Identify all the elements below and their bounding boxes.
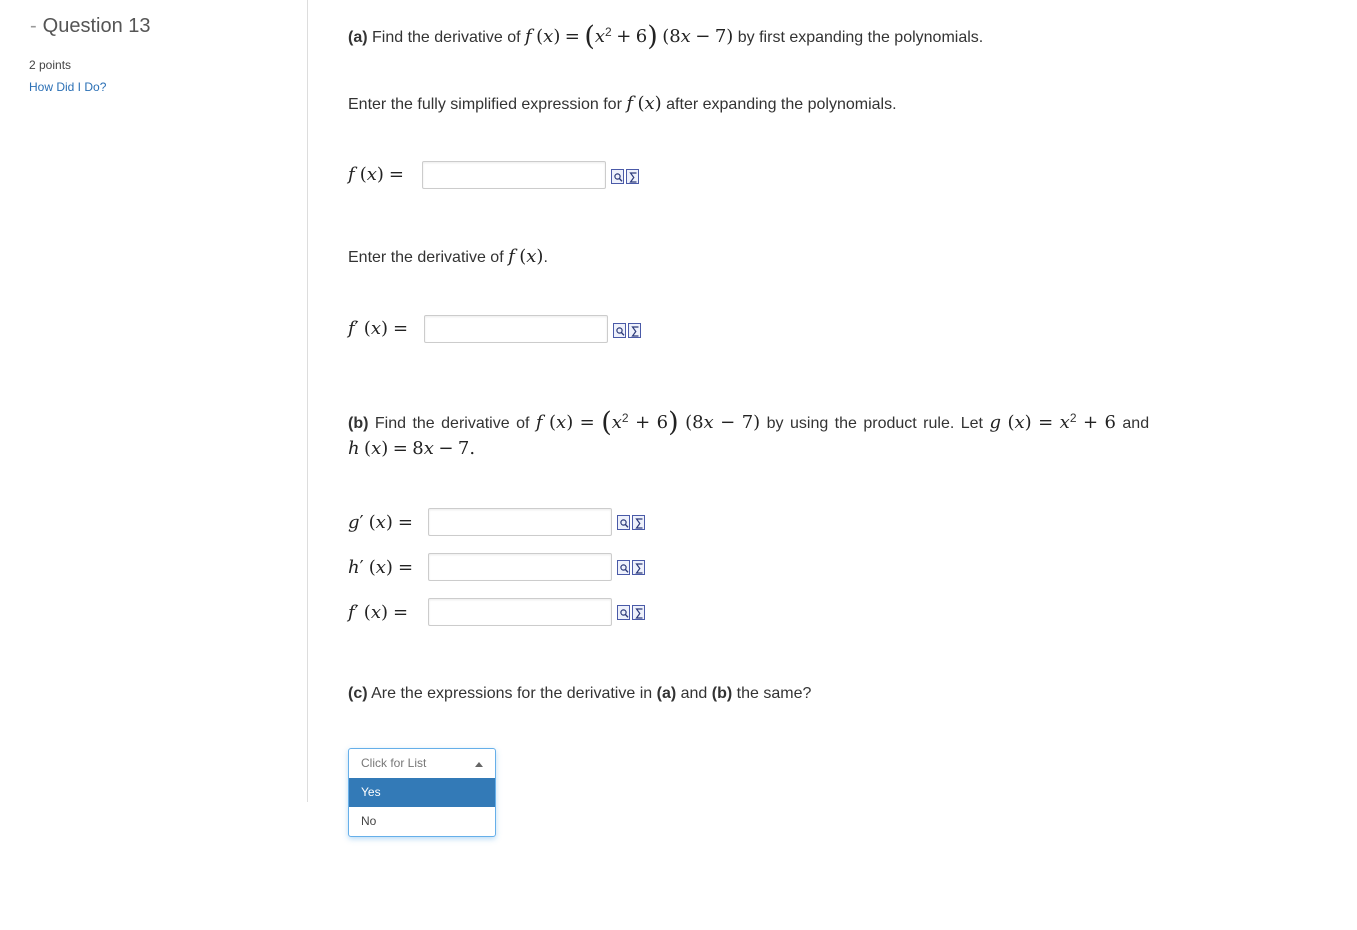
part-b-label: (b): [348, 415, 369, 432]
how-did-i-do-link[interactable]: How Did I Do?: [29, 80, 107, 94]
part-c-prompt: (c) Are the expressions for the derivative in (a) and (b) the same?: [348, 685, 812, 702]
equation-editor-icon[interactable]: [632, 560, 645, 575]
equation-editor-icon[interactable]: [628, 323, 641, 338]
equation-editor-icon[interactable]: [632, 605, 645, 620]
part-a-prompt: (a) Find the derivative of f $(x) = (x^2 + 6) (8x - 7)$ by first expanding the polynomials.: [348, 21, 984, 52]
preview-icon[interactable]: [613, 323, 626, 338]
gpx-label: g′ (x) =: [348, 512, 413, 533]
gpx-input[interactable]: [428, 508, 612, 536]
collapse-icon[interactable]: -: [30, 15, 37, 37]
fpx-b-tools: [617, 605, 645, 620]
part-c-label: (c): [348, 685, 368, 702]
preview-icon[interactable]: [617, 560, 630, 575]
equation-editor-icon[interactable]: [626, 169, 639, 184]
preview-icon[interactable]: [611, 169, 624, 184]
enter-derivative-prompt: Enter the derivative of f (x).: [348, 246, 548, 267]
fx-label: f (x) =: [348, 164, 405, 185]
dropdown-option-yes[interactable]: Yes: [349, 778, 495, 807]
enter-expanded-prompt: Enter the fully simplified expression for f (x) after expanding the polynomials.: [348, 93, 897, 114]
preview-icon[interactable]: [617, 605, 630, 620]
question-title-text: Question 13: [42, 15, 151, 37]
part-a-prompt-suffix: by first expanding the polynomials.: [737, 29, 984, 46]
fx-input[interactable]: [422, 161, 606, 189]
question-sidebar: [0, 0, 308, 802]
part-b-prompt-line2: h (x) = 8x − 7.: [348, 438, 476, 459]
part-a-prompt-prefix: Find the derivative of: [372, 29, 521, 46]
hpx-tools: [617, 560, 645, 575]
fpx-a-tools: [613, 323, 641, 338]
equation-editor-icon[interactable]: [632, 515, 645, 530]
preview-icon[interactable]: [617, 515, 630, 530]
points-label: 2 points: [29, 58, 72, 72]
fpx-a-input[interactable]: [424, 315, 608, 343]
hpx-input[interactable]: [428, 553, 612, 581]
gpx-tools: [617, 515, 645, 530]
dropdown-placeholder[interactable]: Click for List: [349, 749, 495, 778]
hpx-label: h′ (x) =: [348, 557, 414, 578]
question-title[interactable]: [30, 15, 151, 38]
fpx-a-label: f′ (x) =: [348, 318, 409, 339]
caret-up-icon: [475, 762, 483, 767]
fx-tools: [611, 169, 639, 184]
dropdown-option-no[interactable]: No: [361, 814, 377, 828]
answer-dropdown[interactable]: [348, 748, 496, 837]
part-a-label: (a): [348, 29, 368, 46]
fpx-b-label: f′ (x) =: [348, 602, 409, 623]
fpx-b-input[interactable]: [428, 598, 612, 626]
part-b-prompt: (b) Find the derivative of f $(x) = (x^2 + 6) (8x - 7)$ by using the product rule. Let g $(x) = x^2 + 6$ and: [348, 407, 1150, 438]
